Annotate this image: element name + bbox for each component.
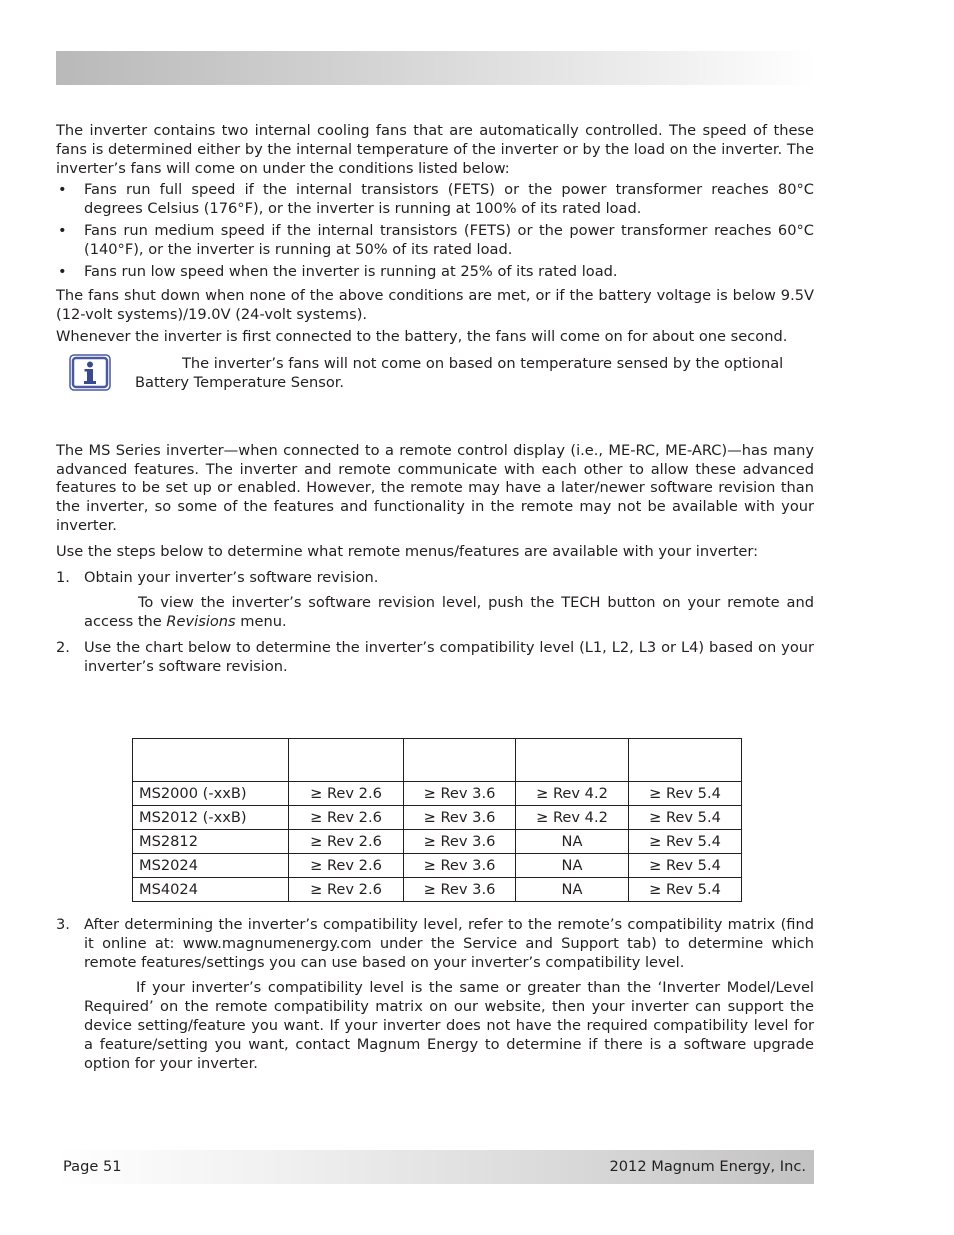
header-bar	[56, 51, 816, 85]
step-text: After determining the inverter’s compatibility level, refer to the remote’s compatibility matrix (find it online at: www.magnumenergy.com under the Service and Support tab) to determine which remote features/settings you can use based on your inverter’s compatibility level.	[84, 916, 814, 971]
info-line-1: The inverter’s fans will not come on based on temperature sensed by the optional	[182, 354, 784, 372]
header-cell	[289, 739, 404, 782]
main-content	[56, 122, 814, 677]
table-header-row	[133, 739, 742, 782]
table-row	[133, 830, 742, 854]
level-cell: ≥ Rev 3.6	[404, 782, 516, 806]
step1-note	[56, 594, 814, 632]
fan-shutdown-text: The fans shut down when none of the above conditions are met, or if the battery voltage is below 9.5V (12-volt systems)/19.0V (24-volt systems).	[56, 287, 814, 324]
list-item: • Fans run medium speed if the internal transistors (FETS) or the power transformer reaches 60°C (140°F), or the inverter is running at 50% of its rated load.	[56, 222, 814, 260]
info-note-text	[135, 355, 815, 393]
step-1	[56, 569, 814, 588]
level-cell: ≥ Rev 3.6	[404, 854, 516, 878]
section-spacer	[56, 395, 814, 442]
level-cell: ≥ Rev 4.2	[516, 782, 629, 806]
step-3	[56, 916, 814, 972]
step1-note-end: menu.	[235, 613, 287, 631]
level-cell: ≥ Rev 5.4	[629, 806, 742, 830]
steps-list-2	[56, 639, 814, 677]
step-number: 1.	[56, 568, 70, 586]
level-cell: NA	[516, 854, 629, 878]
footer-bar	[56, 1150, 814, 1184]
step-2	[56, 639, 814, 677]
level-cell: NA	[516, 878, 629, 902]
list-item: • Fans run full speed if the internal transistors (FETS) or the power transformer reaches 80°C degrees Celsius (176°F), or the inverter is running at 100% of its rated load.	[56, 181, 814, 219]
model-cell: MS2812	[133, 830, 289, 854]
level-cell: ≥ Rev 3.6	[404, 878, 516, 902]
step-number: 3.	[56, 916, 70, 933]
info-line-2: Battery Temperature Sensor.	[135, 373, 345, 391]
table-row	[133, 878, 742, 902]
page-number: Page 51	[63, 1158, 122, 1175]
table-row	[133, 854, 742, 878]
table-row	[133, 806, 742, 830]
step-3-block	[56, 916, 814, 1073]
level-cell: ≥ Rev 2.6	[289, 830, 404, 854]
level-cell: ≥ Rev 2.6	[289, 854, 404, 878]
list-item: • Fans run low speed when the inverter is running at 25% of its rated load.	[56, 263, 814, 282]
fan-conditions-list	[56, 181, 814, 281]
steps-intro: Use the steps below to determine what remote menus/features are available with your inverter:	[56, 542, 759, 560]
level-cell: ≥ Rev 2.6	[289, 782, 404, 806]
level-cell: ≥ Rev 5.4	[629, 782, 742, 806]
step-number: 2.	[56, 638, 70, 656]
level-cell: ≥ Rev 5.4	[629, 878, 742, 902]
compatibility-table	[132, 738, 742, 902]
model-cell: MS2000 (-xxB)	[133, 782, 289, 806]
info-icon	[69, 354, 111, 391]
level-cell: NA	[516, 830, 629, 854]
level-cell: ≥ Rev 2.6	[289, 806, 404, 830]
level-cell: ≥ Rev 5.4	[629, 854, 742, 878]
fan-startup-text: Whenever the inverter is first connected to the battery, the fans will come on for about one second.	[56, 327, 788, 345]
revisions-menu-name: Revisions	[166, 613, 236, 631]
table-row	[133, 782, 742, 806]
level-cell: ≥ Rev 2.6	[289, 878, 404, 902]
step3-note: If your inverter’s compatibility level is the same or greater than the ‘Inverter Model/Level Required’ on the remote compatibility matrix on our website, then your inverter can support the device setting/feature you want. If your inverter does not have the required compatibility level for a feature/setting you want, contact Magnum Energy to determine if there is a software upgrade option for your inverter.	[84, 979, 814, 1072]
step1-note-text: To view the inverter’s software revision level, push the TECH button on your remote and access the	[84, 594, 814, 631]
copyright: 2012 Magnum Energy, Inc.	[609, 1158, 806, 1175]
info-note	[56, 355, 814, 395]
cooling-intro: The inverter contains two internal cooling fans that are automatically controlled. The speed of these fans is determined either by the internal temperature of the inverter or by the load on the inverter. The inverter’s fans will come on under the conditions listed below:	[56, 122, 814, 177]
steps-list-3	[56, 916, 814, 972]
level-cell: ≥ Rev 5.4	[629, 830, 742, 854]
step-text: Obtain your inverter’s software revision.	[84, 568, 379, 586]
model-cell: MS2024	[133, 854, 289, 878]
step-text: Use the chart below to determine the inverter’s compatibility level (L1, L2, L3 or L4) based on your inverter’s software revision.	[84, 638, 814, 675]
level-cell: ≥ Rev 4.2	[516, 806, 629, 830]
model-cell: MS4024	[133, 878, 289, 902]
level-cell: ≥ Rev 3.6	[404, 830, 516, 854]
header-cell	[516, 739, 629, 782]
header-cell	[404, 739, 516, 782]
compat-intro: The MS Series inverter—when connected to a remote control display (i.e., ME-RC, ME-ARC)—has many advanced features. The inverter and remote communicate with each other to allow these advanced features to be set up or enabled. However, the remote may have a later/newer software revision than the inverter, so some of the features and functionality in the remote may not be available with your inverter.	[56, 441, 814, 534]
header-cell	[133, 739, 289, 782]
steps-list	[56, 569, 814, 588]
level-cell: ≥ Rev 3.6	[404, 806, 516, 830]
model-cell: MS2012 (-xxB)	[133, 806, 289, 830]
header-cell	[629, 739, 742, 782]
